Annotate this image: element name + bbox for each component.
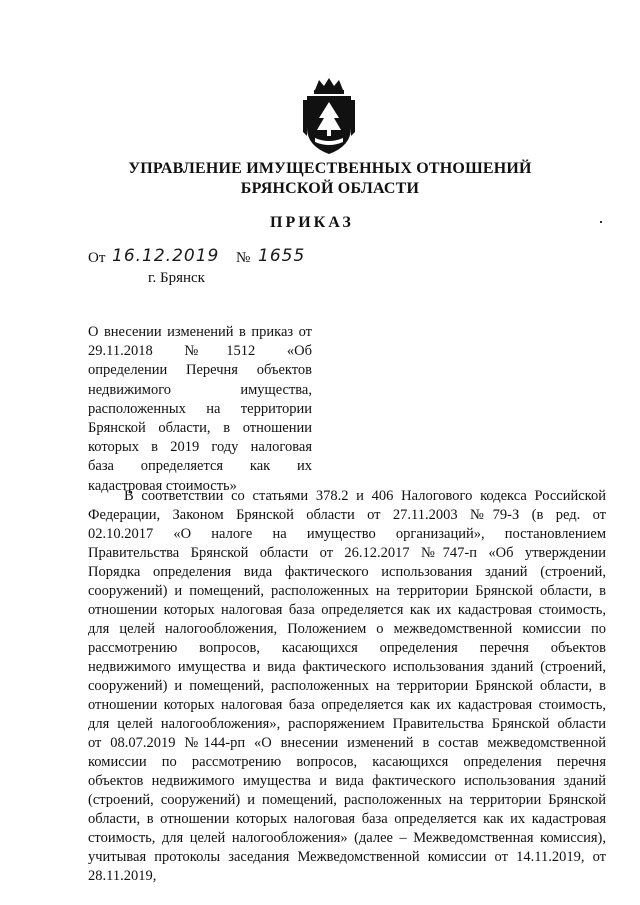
stray-dot	[600, 221, 602, 223]
order-subject	[88, 323, 312, 496]
subject-line: Брянской области, в отношении	[88, 419, 312, 436]
body-line: области, в отношении которых налоговая база определяется как их кадастровая	[88, 811, 606, 827]
handwritten-date: 16.12.2019	[112, 246, 220, 266]
agency-name-line1: УПРАВЛЕНИЕ ИМУЩЕСТВЕННЫХ ОТНОШЕНИЙ	[128, 160, 532, 177]
body-line: Правительства Брянской области от 26.12.2017 №747-п «Об утверждении	[88, 545, 606, 561]
coat-of-arms-emblem	[297, 76, 361, 160]
body-line: для целей налогообложения, Положением о межведомственной комиссии по	[88, 621, 606, 637]
body-line: стоимость, для целей налогообложения» (далее – Межведомственная комиссия),	[88, 830, 606, 846]
body-line: 02.10.2017 «О налоге на имущество организаций», постановлением	[88, 526, 606, 542]
number-prefix: №	[236, 250, 251, 266]
body-line: рассмотрению вопросов, касающихся определения перечня объектов	[88, 640, 606, 656]
subject-line: кадастровая стоимость»	[88, 477, 237, 494]
body-line: комиссии по рассмотрению вопросов, касающихся определения перечня	[88, 754, 606, 770]
body-line: объектов недвижимого имущества и вида фактического использования зданий	[88, 773, 606, 789]
body-line: недвижимого имущества и вида фактического использования зданий (строений,	[88, 659, 606, 675]
body-line: отношении которых налоговая база определяется как их кадастровая стоимость,	[88, 602, 606, 618]
city-name: г. Брянск	[148, 270, 205, 286]
document-type-title: ПРИКАЗ	[270, 214, 354, 231]
body-line: сооружений) и помещений, расположенных на территории Брянской области, в	[88, 583, 606, 599]
agency-name-line2: БРЯНСКОЙ ОБЛАСТИ	[240, 180, 420, 197]
date-prefix: От	[88, 250, 106, 266]
body-line: отношении которых налоговая база определяется как их кадастровая стоимость,	[88, 697, 606, 713]
body-line: от 08.07.2019 №144-рп «О внесении изменений в состав межведомственной	[88, 735, 606, 751]
subject-line: расположенных на территории	[88, 400, 312, 417]
body-line: Порядка определения вида фактического использования зданий (строений,	[88, 564, 606, 580]
body-line: для целей налогообложения», распоряжением Правительства Брянской области	[88, 716, 606, 732]
body-line: (строений, сооружений) и помещений, расположенных на территории Брянской	[88, 792, 606, 808]
subject-line: 29.11.2018 №1512 «Об	[88, 343, 312, 360]
subject-line: О внесении изменений в приказ от	[88, 324, 312, 340]
body-line: сооружений) и помещений, расположенных на территории Брянской области, в	[88, 678, 606, 694]
subject-line: база определяется как их	[88, 458, 312, 475]
body-line: 28.11.2019,	[88, 868, 157, 884]
body-line: В соответствии со статьями 378.2 и 406 Налогового кодекса Российской	[124, 488, 606, 504]
order-body	[88, 487, 606, 886]
subject-line: определении Перечня объектов	[88, 362, 312, 379]
handwritten-number: 1655	[258, 246, 306, 266]
subject-line: которых в 2019 году налоговая	[88, 439, 312, 456]
subject-line: недвижимого имущества,	[88, 381, 312, 398]
body-line: Федерации, Законом Брянской области от 27.11.2003 №79-З (в ред. от	[88, 507, 606, 523]
body-line: учитывая протоколы заседания Межведомственной комиссии от 14.11.2019, от	[88, 849, 606, 865]
